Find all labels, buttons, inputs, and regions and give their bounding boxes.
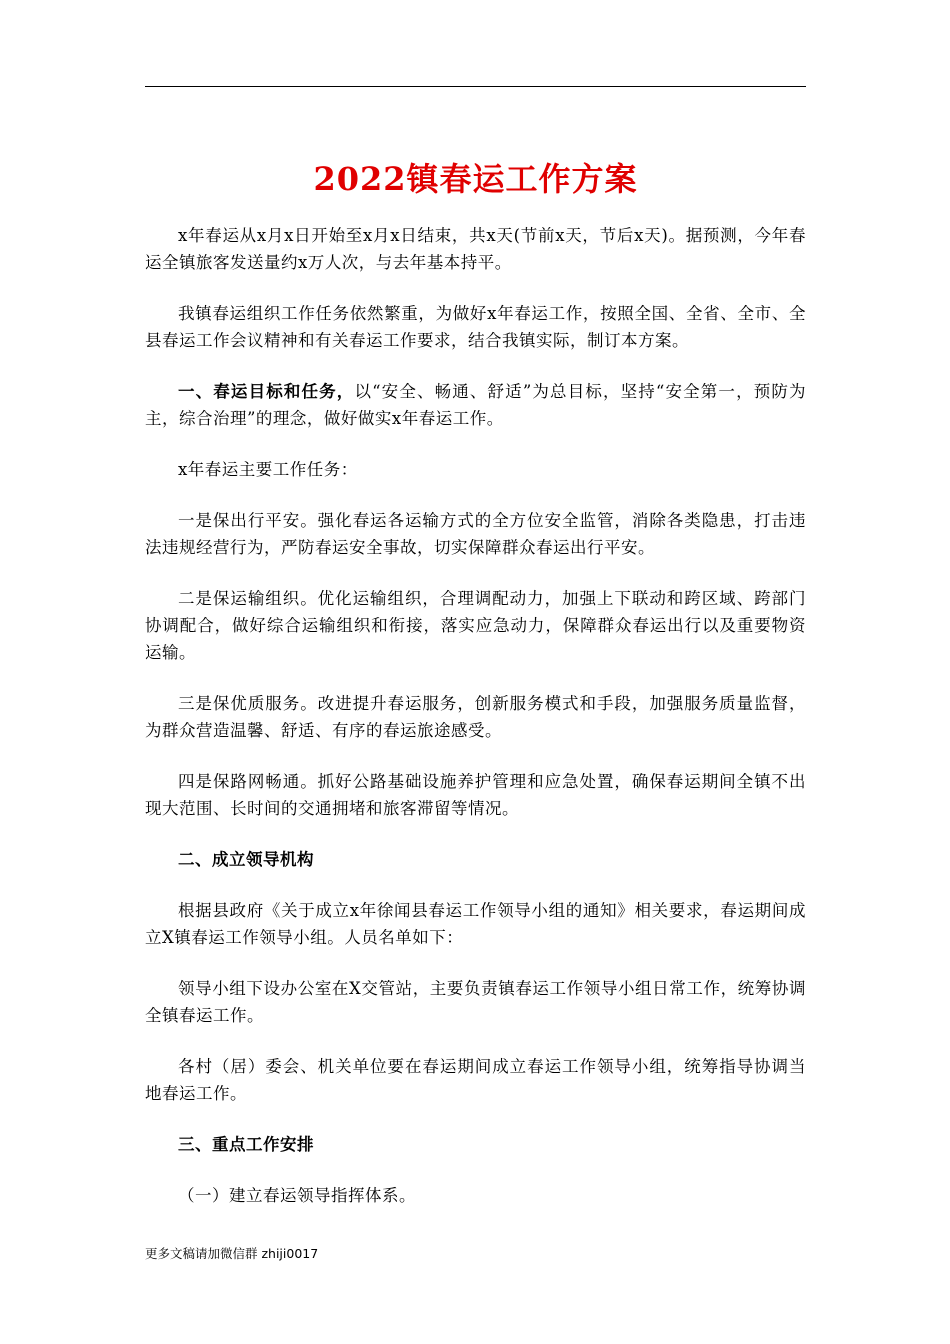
section-heading: 二、成立领导机构 bbox=[178, 850, 314, 869]
section-heading: 三、重点工作安排 bbox=[178, 1135, 314, 1154]
paragraph-village-groups bbox=[145, 1053, 806, 1107]
paragraph-schedule bbox=[145, 222, 806, 276]
task-item-3 bbox=[145, 690, 806, 744]
document-body bbox=[145, 222, 806, 1233]
paragraph-text: 以“安全、畅通、舒适”为总目标，坚持“安全第一，预防为主，综合治理”的理念，做好做实x年春运工作。 bbox=[145, 382, 807, 428]
task-item-2 bbox=[145, 585, 806, 666]
paragraph-text: 根据县政府《关于成立x年徐闻县春运工作领导小组的通知》相关要求，春运期间成立X镇春运工作领导小组。人员名单如下： bbox=[145, 901, 806, 947]
paragraph-text: x年春运从x月x日开始至x月x日结束，共x天(节前x天，节后x天)。据预测，今年春运全镇旅客发送量约x万人次，与去年基本持平。 bbox=[145, 226, 806, 272]
paragraph-text: 领导小组下设办公室在X交管站，主要负责镇春运工作领导小组日常工作，统筹协调全镇春运工作。 bbox=[145, 979, 806, 1025]
section-1-goals bbox=[145, 378, 806, 432]
paragraph-text: 一是保出行平安。强化春运各运输方式的全方位安全监管，消除各类隐患，打击违法违规经营行为，严防春运安全事故，切实保障群众春运出行平安。 bbox=[145, 511, 806, 557]
footer-note: 更多文稿请加微信群 zhiji0017 bbox=[145, 1246, 319, 1261]
paragraph-context bbox=[145, 300, 806, 354]
paragraph-text: 四是保路网畅通。抓好公路基础设施养护管理和应急处置，确保春运期间全镇不出现大范围、长时间的交通拥堵和旅客滞留等情况。 bbox=[145, 772, 806, 818]
paragraph-text: （一）建立春运领导指挥体系。 bbox=[178, 1186, 416, 1205]
paragraph-text: 各村（居）委会、机关单位要在春运期间成立春运工作领导小组，统筹指导协调当地春运工作。 bbox=[145, 1057, 806, 1103]
paragraph-office bbox=[145, 975, 806, 1029]
paragraph-tasks-intro bbox=[145, 456, 806, 483]
paragraph-leadership-group bbox=[145, 897, 806, 951]
paragraph-text: 我镇春运组织工作任务依然繁重，为做好x年春运工作，按照全国、全省、全市、全县春运工作会议精神和有关春运工作要求，结合我镇实际，制订本方案。 bbox=[145, 304, 806, 350]
task-item-4 bbox=[145, 768, 806, 822]
header-rule bbox=[145, 86, 806, 87]
paragraph-text: 二是保运输组织。优化运输组织，合理调配动力，加强上下联动和跨区域、跨部门协调配合，做好综合运输组织和衔接，落实应急动力，保障群众春运出行以及重要物资运输。 bbox=[145, 589, 806, 662]
section-heading: 一、春运目标和任务， bbox=[178, 382, 355, 401]
subsection-1 bbox=[145, 1182, 806, 1209]
section-3-heading bbox=[145, 1131, 806, 1158]
paragraph-text: x年春运主要工作任务： bbox=[178, 460, 358, 479]
paragraph-text: 三是保优质服务。改进提升春运服务，创新服务模式和手段，加强服务质量监督，为群众营造温馨、舒适、有序的春运旅途感受。 bbox=[145, 694, 806, 740]
document-title: 2022镇春运工作方案 bbox=[313, 160, 638, 198]
task-item-1 bbox=[145, 507, 806, 561]
section-2-heading bbox=[145, 846, 806, 873]
